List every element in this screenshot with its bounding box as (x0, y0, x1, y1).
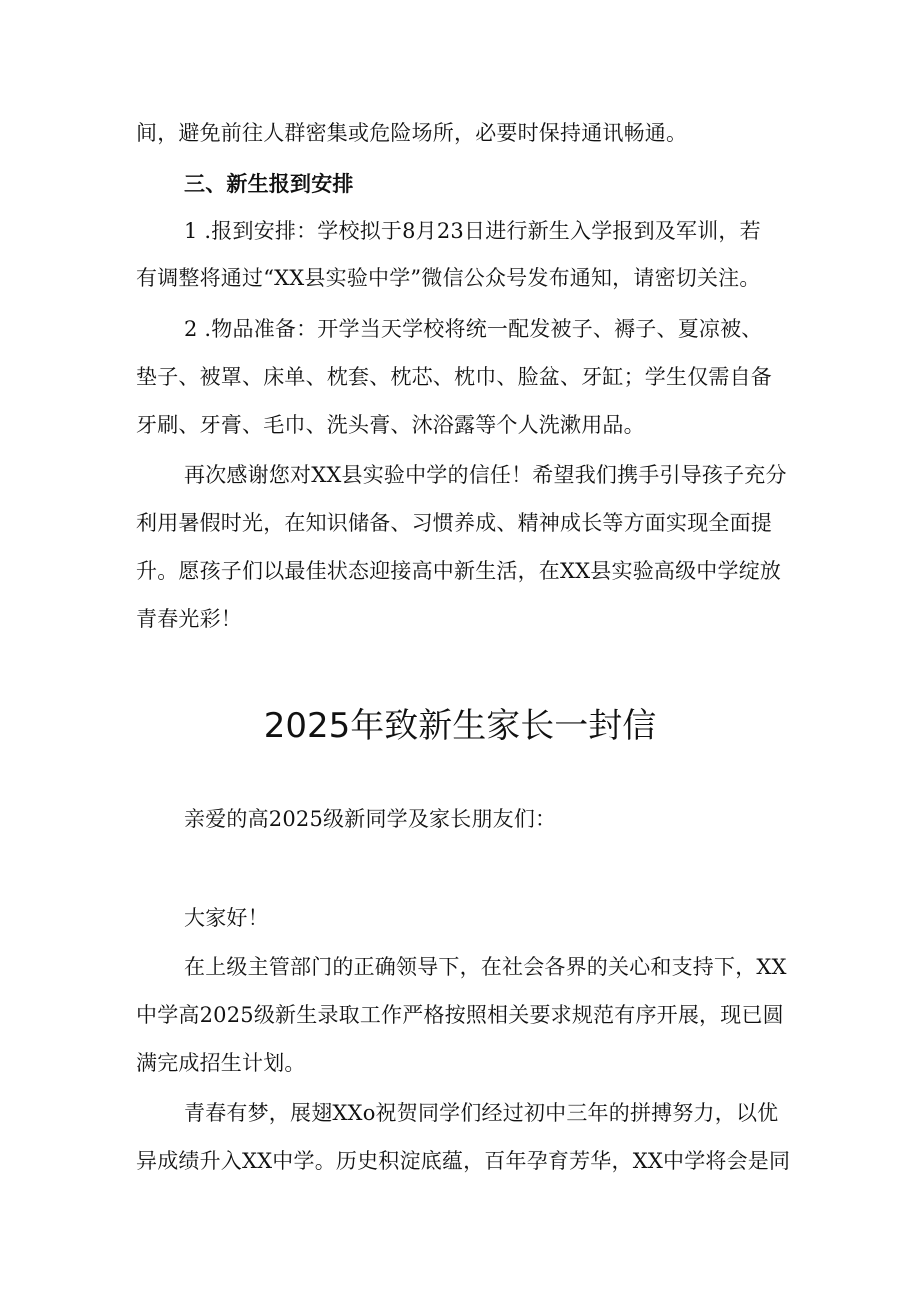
letter-salutation: 亲爱的高2025级新同学及家长朋友们： (184, 807, 557, 831)
para1-line3: 满完成招生计划。 (136, 1051, 306, 1075)
closing-line3: 升。愿孩子们以最佳状态迎接高中新生活，在XX县实验高级中学绽放 (136, 559, 782, 583)
item1-line1: 1 .报到安排：学校拟于8月23日进行新生入学报到及军训，若 (184, 219, 761, 243)
section-heading: 三、新生报到安排 (184, 171, 354, 196)
item2-line3: 牙刷、牙膏、毛巾、洗头膏、沐浴露等个人洗漱用品。 (136, 413, 645, 437)
para2-line1: 青春有梦，展翅XXo祝贺同学们经过初中三年的拼搏努力，以优 (184, 1101, 779, 1125)
closing-line2: 利用暑假时光，在知识储备、习惯养成、精神成长等方面实现全面提 (136, 511, 772, 535)
letter-greeting: 大家好！ (184, 906, 269, 930)
para2-line2: 异成绩升入XX中学。历史积淀底蕴，百年孕育芳华，XX中学将会是同 (136, 1149, 791, 1173)
paragraph-continuation-line: 间，避免前往人群密集或危险场所，必要时保持通讯畅通。 (136, 121, 688, 145)
para1-line1: 在上级主管部门的正确领导下，在社会各界的关心和支持下，XX (184, 955, 787, 979)
item1-line2: 有调整将通过“XX县实验中学”微信公众号发布通知，请密切关注。 (136, 266, 761, 290)
para1-line2: 中学高2025级新生录取工作严格按照相关要求规范有序开展，现已圆 (136, 1003, 784, 1027)
letter-title: 2025年致新生家长一封信 (263, 706, 657, 746)
item2-line1: 2 .物品准备：开学当天学校将统一配发被子、褥子、夏凉被、 (184, 317, 763, 341)
closing-line4: 青春光彩！ (136, 607, 242, 631)
item2-line2: 垫子、被罩、床单、枕套、枕芯、枕巾、脸盆、牙缸；学生仅需自备 (136, 365, 772, 389)
closing-line1: 再次感谢您对XX县实验中学的信任！希望我们携手引导孩子充分 (184, 463, 787, 487)
